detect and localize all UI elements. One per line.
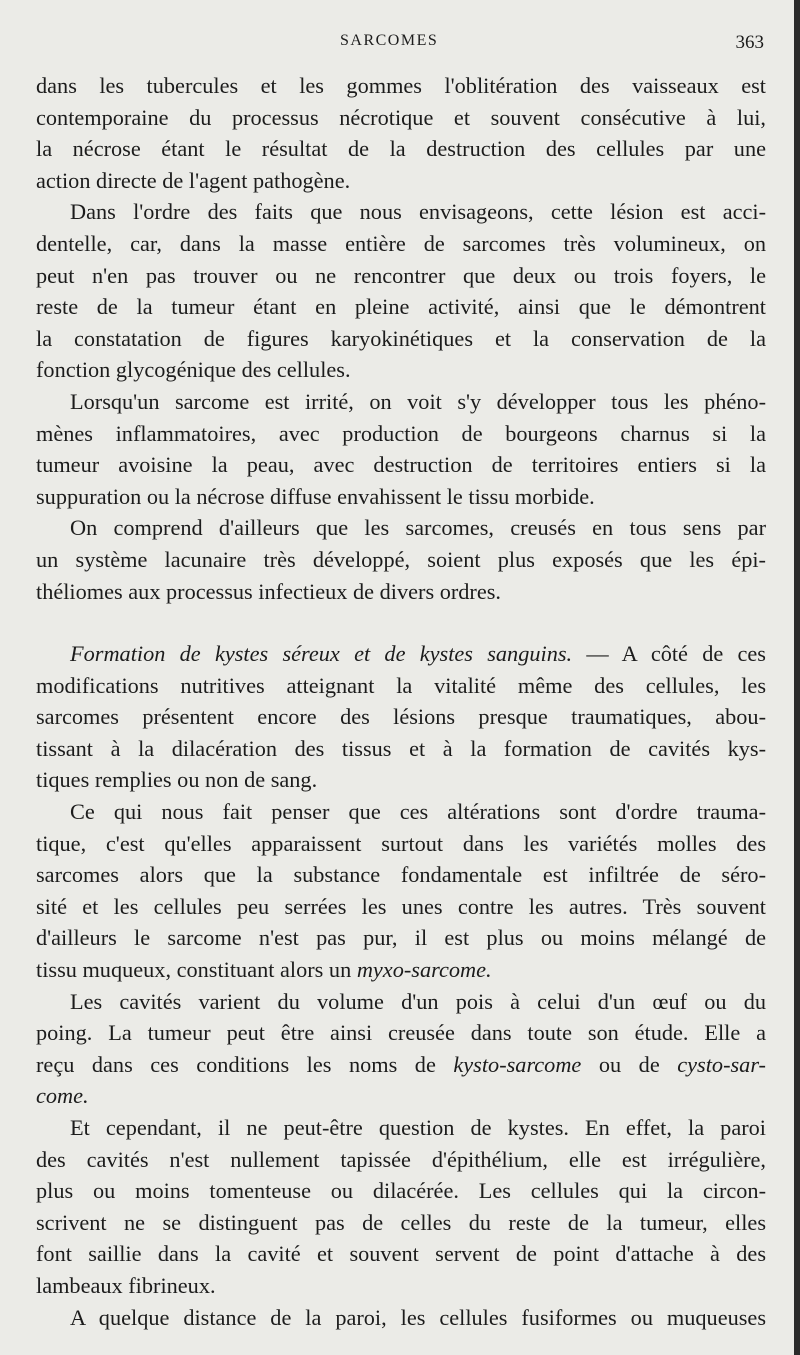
text-line: Les cavités varient du volume d'un pois à celui d'un œuf ou du bbox=[70, 988, 766, 1014]
section-gap bbox=[36, 607, 766, 638]
italic-term: kysto-sarcome bbox=[453, 1051, 582, 1077]
text-line bbox=[36, 1080, 766, 1112]
text-line: d'ailleurs le sarcome n'est pas pur, il est plus ou moins mélangé de bbox=[36, 925, 766, 951]
paragraph-6 bbox=[36, 796, 766, 986]
section-heading: Formation de kystes séreux et de kystes sanguins. bbox=[70, 641, 573, 667]
paragraph-4 bbox=[36, 512, 766, 607]
text-line: Et cependant, il ne peut-être question de kystes. En effet, la paroi bbox=[70, 1115, 766, 1140]
text-line: tique, c'est qu'elles apparaissent surtout dans les variétés molles des bbox=[36, 830, 766, 856]
text-line: dentelle, car, dans la masse entière de sarcomes très volumineux, on bbox=[36, 230, 766, 256]
paragraph-1 bbox=[36, 70, 766, 196]
text-line: Ce qui nous fait penser que ces altérations sont d'ordre trauma- bbox=[70, 799, 766, 825]
paragraph-3 bbox=[36, 386, 766, 512]
text-line: peut n'en pas trouver ou ne rencontrer que deux ou trois foyers, le bbox=[36, 262, 766, 288]
text-line: des cavités n'est nullement tapissée d'épithélium, elle est irrégulière, bbox=[36, 1146, 766, 1172]
text-line bbox=[36, 638, 766, 670]
text-line: tumeur avoisine la peau, avec destruction de territoires entiers si la bbox=[36, 452, 766, 478]
text-line: tiques remplies ou non de sang. bbox=[36, 767, 318, 793]
text-line: poing. La tumeur peut être ainsi creusée dans toute son étude. Elle a bbox=[36, 1020, 766, 1046]
text-line: Dans l'ordre des faits que nous envisageons, cette lésion est acci- bbox=[70, 199, 766, 225]
text-line: modifications nutritives atteignant la vitalité même des cellules, les bbox=[36, 672, 766, 698]
page-header bbox=[0, 30, 800, 60]
paragraph-2 bbox=[36, 196, 766, 386]
text-line: scrivent ne se distinguent pas de celles du reste de la tumeur, elles bbox=[36, 1209, 766, 1235]
text-run: reçu dans ces conditions les noms de bbox=[36, 1051, 454, 1077]
text-line: fonction glycogénique des cellules. bbox=[36, 357, 351, 383]
text-line: font saillie dans la cavité et souvent servent de point d'attache à des bbox=[36, 1241, 766, 1267]
text-line: la constatation de figures karyokinétiques et la conservation de la bbox=[36, 325, 766, 351]
text-line: sité et les cellules peu serrées les unes contre les autres. Très souvent bbox=[36, 893, 766, 919]
text-run: ou de bbox=[581, 1051, 678, 1077]
text-run: tissu muqueux, constituant alors un bbox=[36, 957, 357, 983]
text-line: lambeaux fibrineux. bbox=[36, 1272, 216, 1298]
text-line: la nécrose étant le résultat de la destruction des cellules par une bbox=[36, 136, 766, 162]
italic-term: come. bbox=[36, 1083, 89, 1109]
text-line: action directe de l'agent pathogène. bbox=[36, 167, 351, 193]
text-line: un système lacunaire très développé, soient plus exposés que les épi- bbox=[36, 546, 766, 572]
text-line: tissant à la dilacération des tissus et à la formation de cavités kys- bbox=[36, 735, 766, 761]
text-line: théliomes aux processus infectieux de divers ordres. bbox=[36, 578, 502, 604]
text-line: reste de la tumeur étant en pleine activité, ainsi que le démontrent bbox=[36, 294, 766, 320]
italic-term: myxo-sarcome. bbox=[356, 957, 492, 983]
text-line: plus ou moins tomenteuse ou dilacérée. Les cellules qui la circon- bbox=[36, 1178, 766, 1204]
text-line: On comprend d'ailleurs que les sarcomes, creusés en tous sens par bbox=[70, 515, 766, 541]
text-line: sarcomes alors que la substance fondamentale est infiltrée de séro- bbox=[36, 862, 766, 888]
text-line: sarcomes présentent encore des lésions presque traumatiques, abou- bbox=[36, 704, 766, 730]
page-edge-shadow bbox=[794, 0, 800, 1355]
paragraph-8 bbox=[36, 1112, 766, 1302]
text-line bbox=[36, 954, 766, 986]
text-line: contemporaine du processus nécrotique et souvent consécutive à lui, bbox=[36, 104, 766, 130]
paragraph-9 bbox=[36, 1302, 766, 1334]
text-line bbox=[36, 1049, 766, 1081]
running-title: SARCOMES bbox=[340, 32, 439, 49]
text-line: Lorsqu'un sarcome est irrité, on voit s'y développer tous les phéno- bbox=[70, 388, 766, 414]
text-line: A quelque distance de la paroi, les cellules fusiformes ou muqueuses bbox=[70, 1304, 766, 1330]
italic-term: cysto-sar- bbox=[677, 1051, 766, 1077]
text-line: suppuration ou la nécrose diffuse envahissent le tissu morbide. bbox=[36, 483, 595, 509]
paragraph-5 bbox=[36, 638, 766, 796]
page-number: 363 bbox=[735, 32, 764, 53]
body-text bbox=[36, 70, 766, 1333]
text-run: — A côté de ces bbox=[572, 641, 766, 667]
text-line: mènes inflammatoires, avec production de bourgeons charnus si la bbox=[36, 420, 766, 446]
text-line: dans les tubercules et les gommes l'oblitération des vaisseaux est bbox=[36, 73, 766, 98]
paragraph-7 bbox=[36, 986, 766, 1112]
